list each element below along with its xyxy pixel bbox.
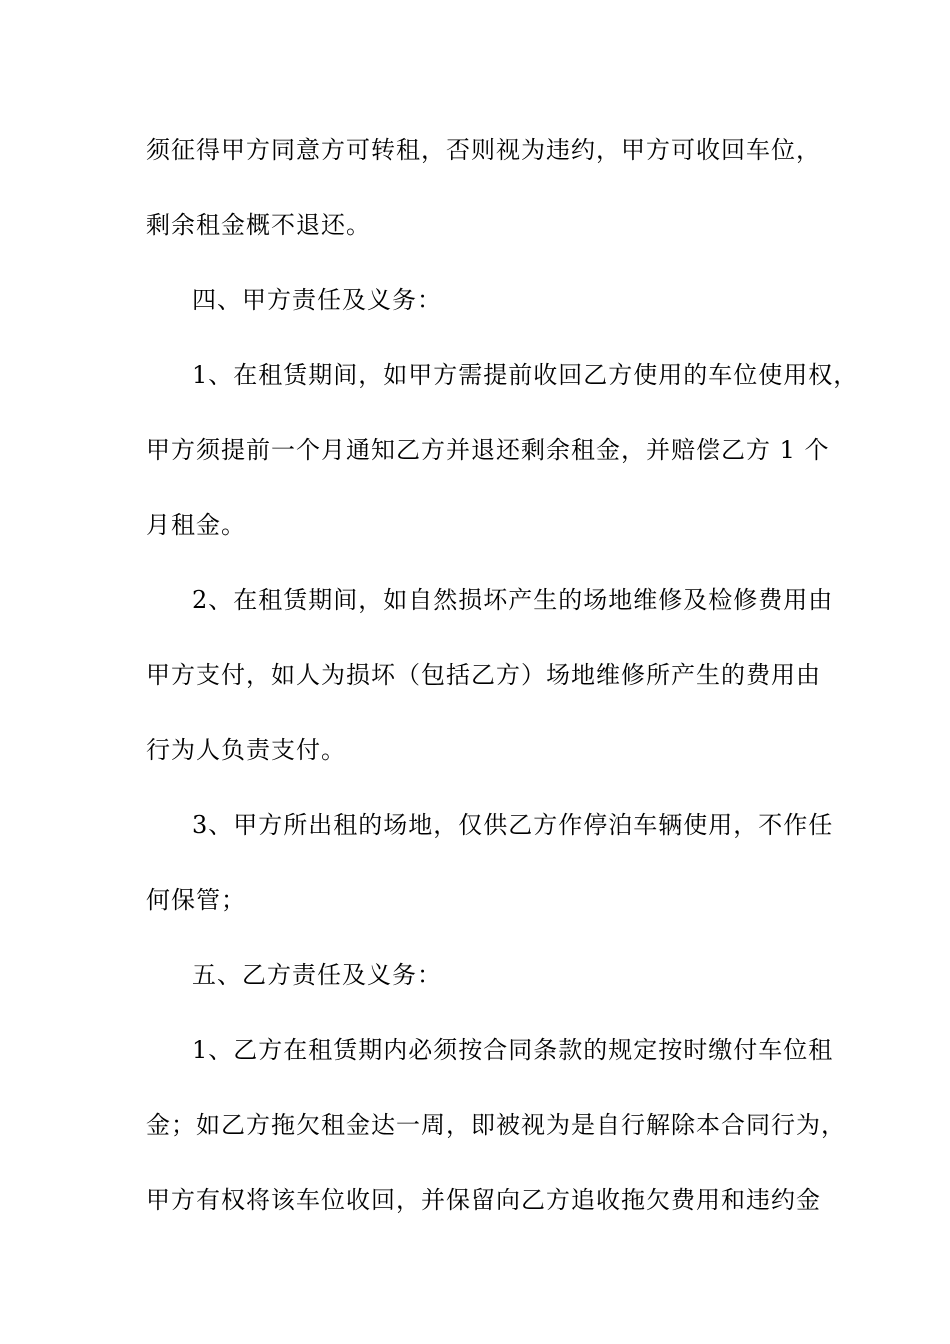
section-heading: 五、乙方责任及义务： xyxy=(192,961,442,989)
text-line: 3、甲方所出租的场地，仅供乙方作停泊车辆使用，不作任 xyxy=(192,811,834,839)
text-line: 甲方须提前一个月通知乙方并退还剩余租金，并赔偿乙方 1 个 xyxy=(146,436,830,464)
text-line: 须征得甲方同意方可转租，否则视为违约，甲方可收回车位， xyxy=(146,136,821,164)
text-line: 1、在租赁期间，如甲方需提前收回乙方使用的车位使用权， xyxy=(192,361,859,389)
text-line: 甲方支付，如人为损坏（包括乙方）场地维修所产生的费用由 xyxy=(146,661,821,689)
text-line: 剩余租金概不退还。 xyxy=(146,211,371,239)
text-line: 2、在租赁期间，如自然损坏产生的场地维修及检修费用由 xyxy=(192,586,834,614)
text-line: 何保管； xyxy=(146,886,246,914)
section-heading: 四、甲方责任及义务： xyxy=(192,286,442,314)
text-line: 月租金。 xyxy=(146,511,246,539)
text-line: 1、乙方在租赁期内必须按合同条款的规定按时缴付车位租 xyxy=(192,1036,834,1064)
text-line: 甲方有权将该车位收回，并保留向乙方追收拖欠费用和违约金 xyxy=(146,1186,821,1214)
text-line: 金；如乙方拖欠租金达一周，即被视为是自行解除本合同行为， xyxy=(146,1111,846,1139)
text-line: 行为人负责支付。 xyxy=(146,736,346,764)
